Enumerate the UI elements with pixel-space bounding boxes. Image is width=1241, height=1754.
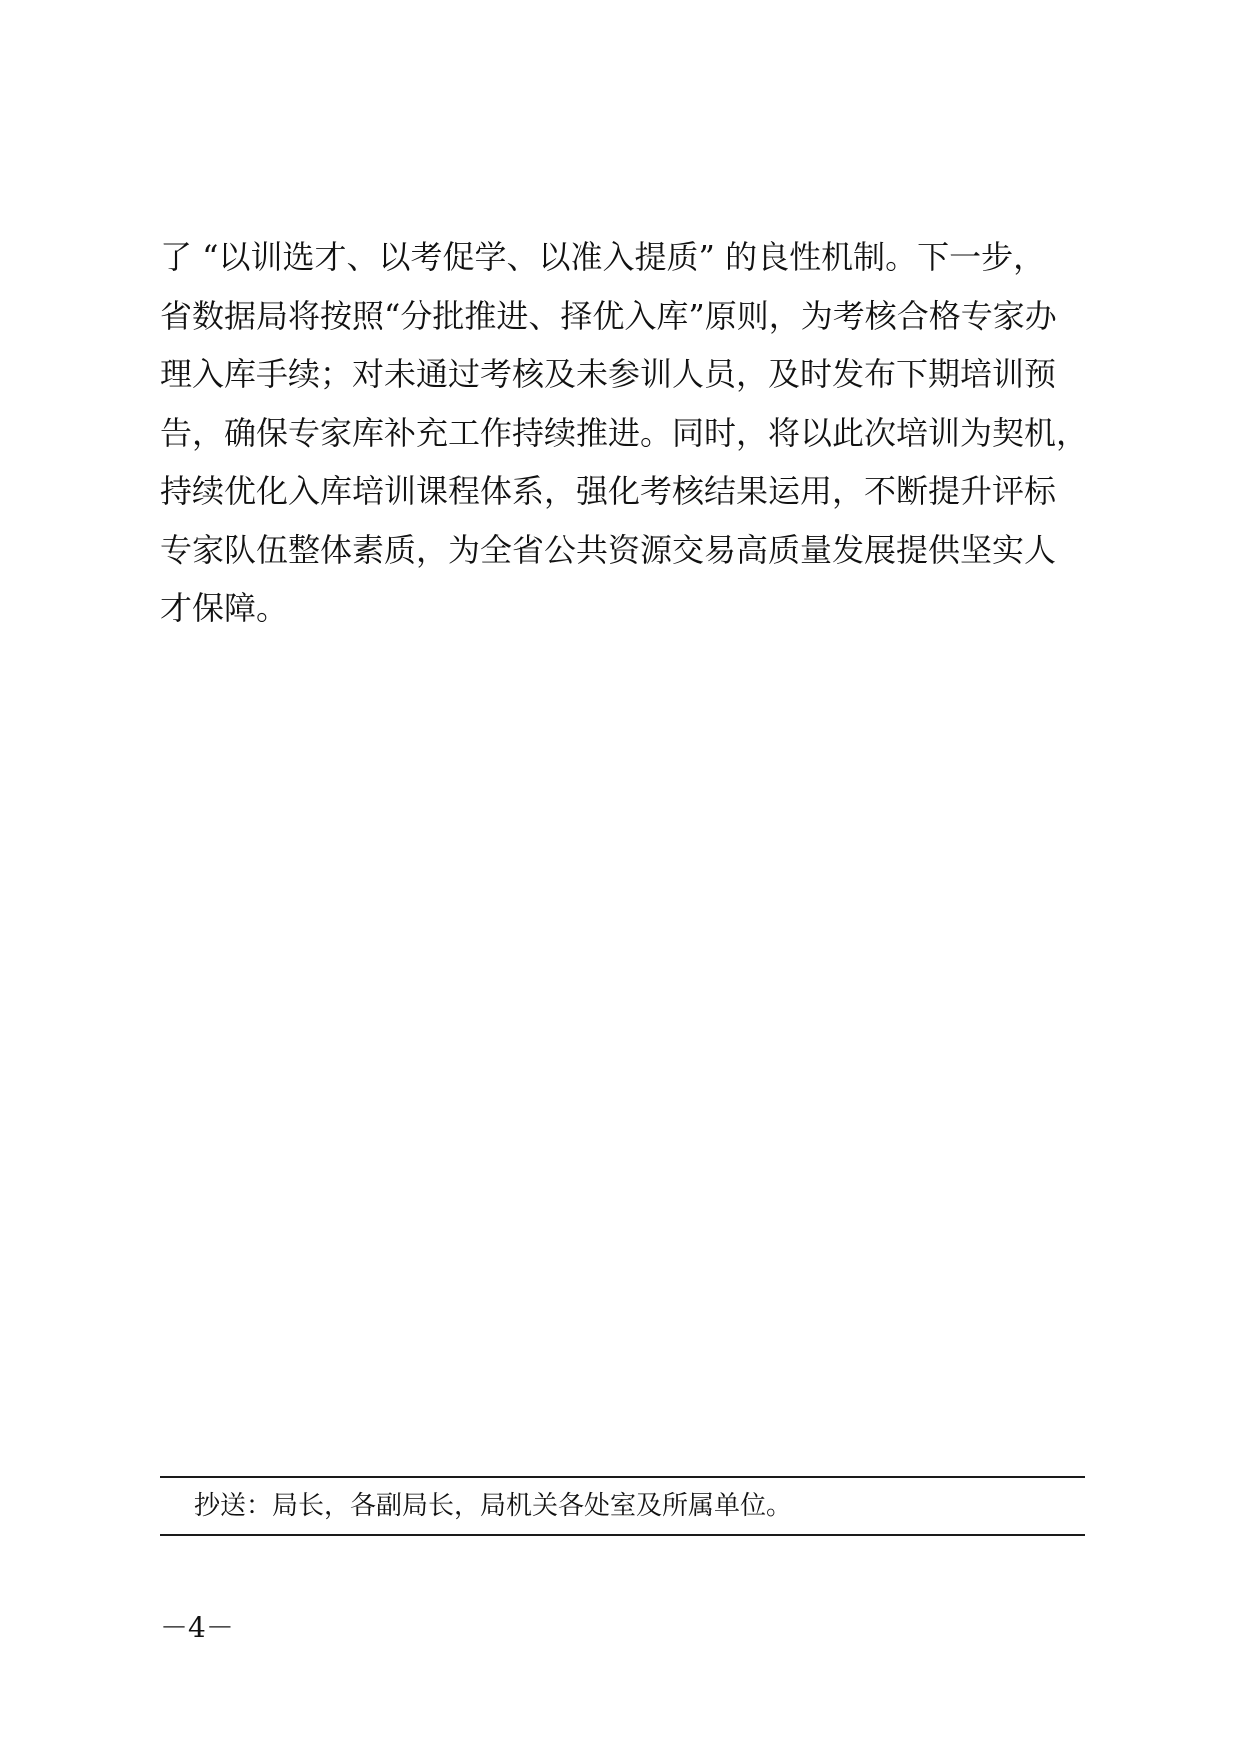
body-line-4: 告，确保专家库补充工作持续推进。同时，将以此次培训为契机， [160, 413, 1089, 452]
body-line-2: 省数据局将按照“分批推进、择优入库”原则，为考核合格专家办 [160, 296, 1057, 335]
body-line-3: 理入库手续；对未通过考核及未参训人员，及时发布下期培训预 [160, 355, 1057, 393]
body-line-1: 了 “以训选才、以考促学、以准入提质” 的良性机制。下一步， [160, 238, 1046, 276]
body-line-6: 专家队伍整体素质，为全省公共资源交易高质量发展提供坚实人 [160, 530, 1057, 569]
body-paragraph [160, 228, 1090, 638]
body-line-5: 持续优化入库培训课程体系，强化考核结果运用，不断提升评标 [160, 472, 1057, 510]
cc-distribution-block [160, 1476, 1085, 1536]
cc-distribution-text: 抄送：局长，各副局长，局机关各处室及所属单位。 [194, 1491, 793, 1521]
page-number: －4－ [160, 1611, 234, 1644]
body-line-7: 才保障。 [160, 589, 289, 627]
cc-bottom-rule [160, 1534, 1085, 1536]
